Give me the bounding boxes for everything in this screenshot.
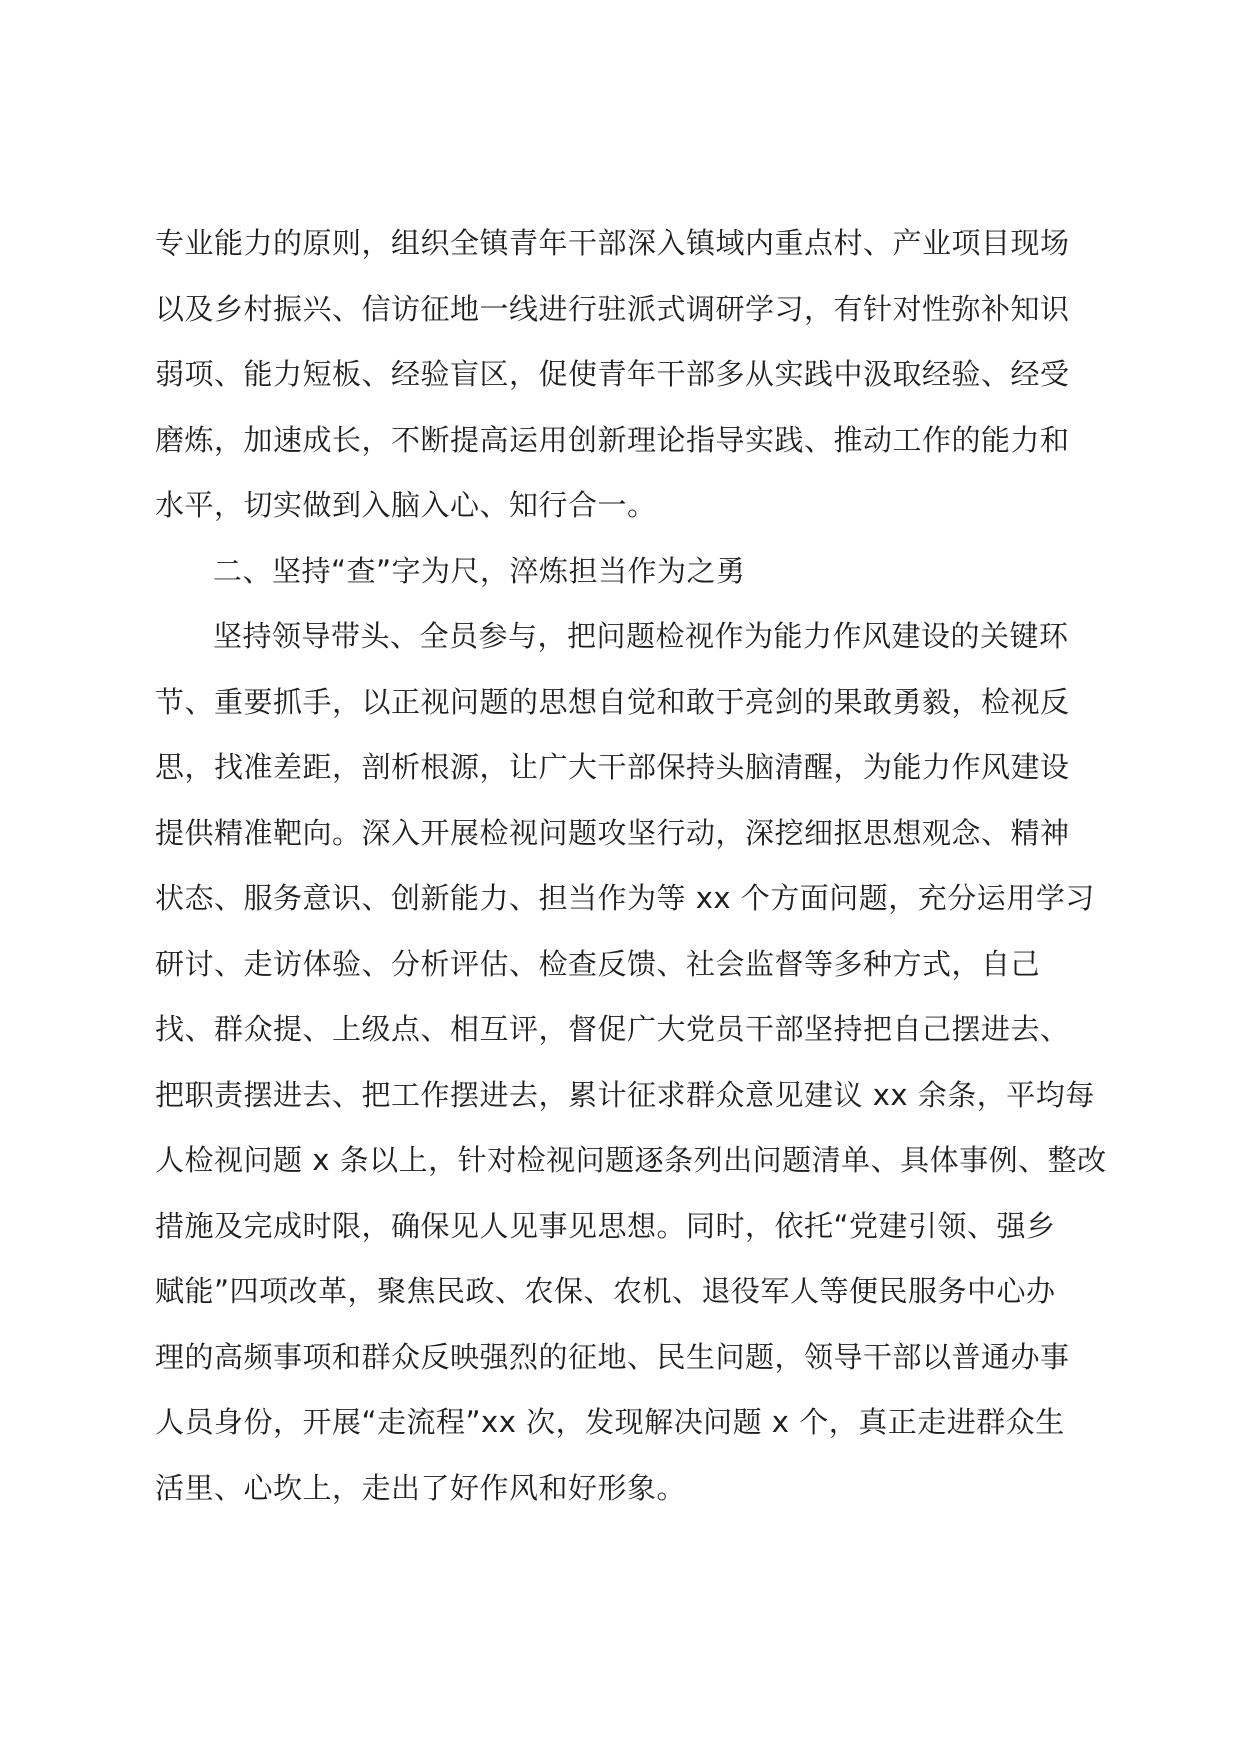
paragraph-line: 理的高频事项和群众反映强烈的征地、民生问题，领导干部以普通办事 [155,1339,1070,1374]
paragraph-line: 人检视问题 x 条以上，针对检视问题逐条列出问题清单、具体事例、整改 [155,1143,1107,1177]
paragraph-line: 提供精准靶向。深入开展检视问题攻坚行动，深挖细抠思想观念、精神 [155,815,1070,850]
paragraph-line: 弱项、能力短板、经验盲区，促使青年干部多从实践中汲取经验、经受 [155,357,1070,391]
paragraph-line: 以及乡村振兴、信访征地一线进行驻派式调研学习，有针对性弥补知识 [155,291,1070,326]
paragraph-line: 把职责摆进去、把工作摆进去，累计征求群众意见建议 xx 余条，平均每 [155,1077,1095,1112]
paragraph-line: 找、群众提、上级点、相互评，督促广大党员干部坚持把自己摆进去、 [155,1012,1070,1046]
paragraph-line: 水平，切实做到入脑入心、知行合一。 [155,488,657,522]
paragraph-line: 节、重要抓手，以正视问题的思想自觉和敢于亮剑的果敢勇毅，检视反 [155,684,1070,719]
paragraph-line: 状态、服务意识、创新能力、担当作为等 xx 个方面问题，充分运用学习 [155,881,1095,915]
paragraph-line: 思，找准差距，剖析根源，让广大干部保持头脑清醒，为能力作风建设 [155,750,1070,784]
paragraph-line: 坚持领导带头、全员参与，把问题检视作为能力作风建设的关键环 [213,619,1069,653]
paragraph-line: 人员身份，开展“走流程”xx 次，发现解决问题 x 个，真正走进群众生 [155,1405,1065,1439]
section-heading: 二、坚持“查”字为尺，淬炼担当作为之勇 [213,553,746,588]
paragraph-line: 专业能力的原则，组织全镇青年干部深入镇域内重点村、产业项目现场 [155,226,1070,260]
paragraph-line: 研讨、走访体验、分析评估、检查反馈、社会监督等多种方式，自己 [155,946,1041,981]
paragraph-line: 磨炼，加速成长，不断提高运用创新理论指导实践、推动工作的能力和 [155,422,1070,457]
paragraph-line: 赋能”四项改革，聚焦民政、农保、农机、退役军人等便民服务中心办 [155,1274,1056,1308]
body-text [155,211,1115,1521]
paragraph-line: 活里、心坎上，走出了好作风和好形象。 [155,1470,687,1505]
paragraph-line: 措施及完成时限，确保见人见事见思想。同时，依托“党建引领、强乡 [155,1208,1056,1243]
